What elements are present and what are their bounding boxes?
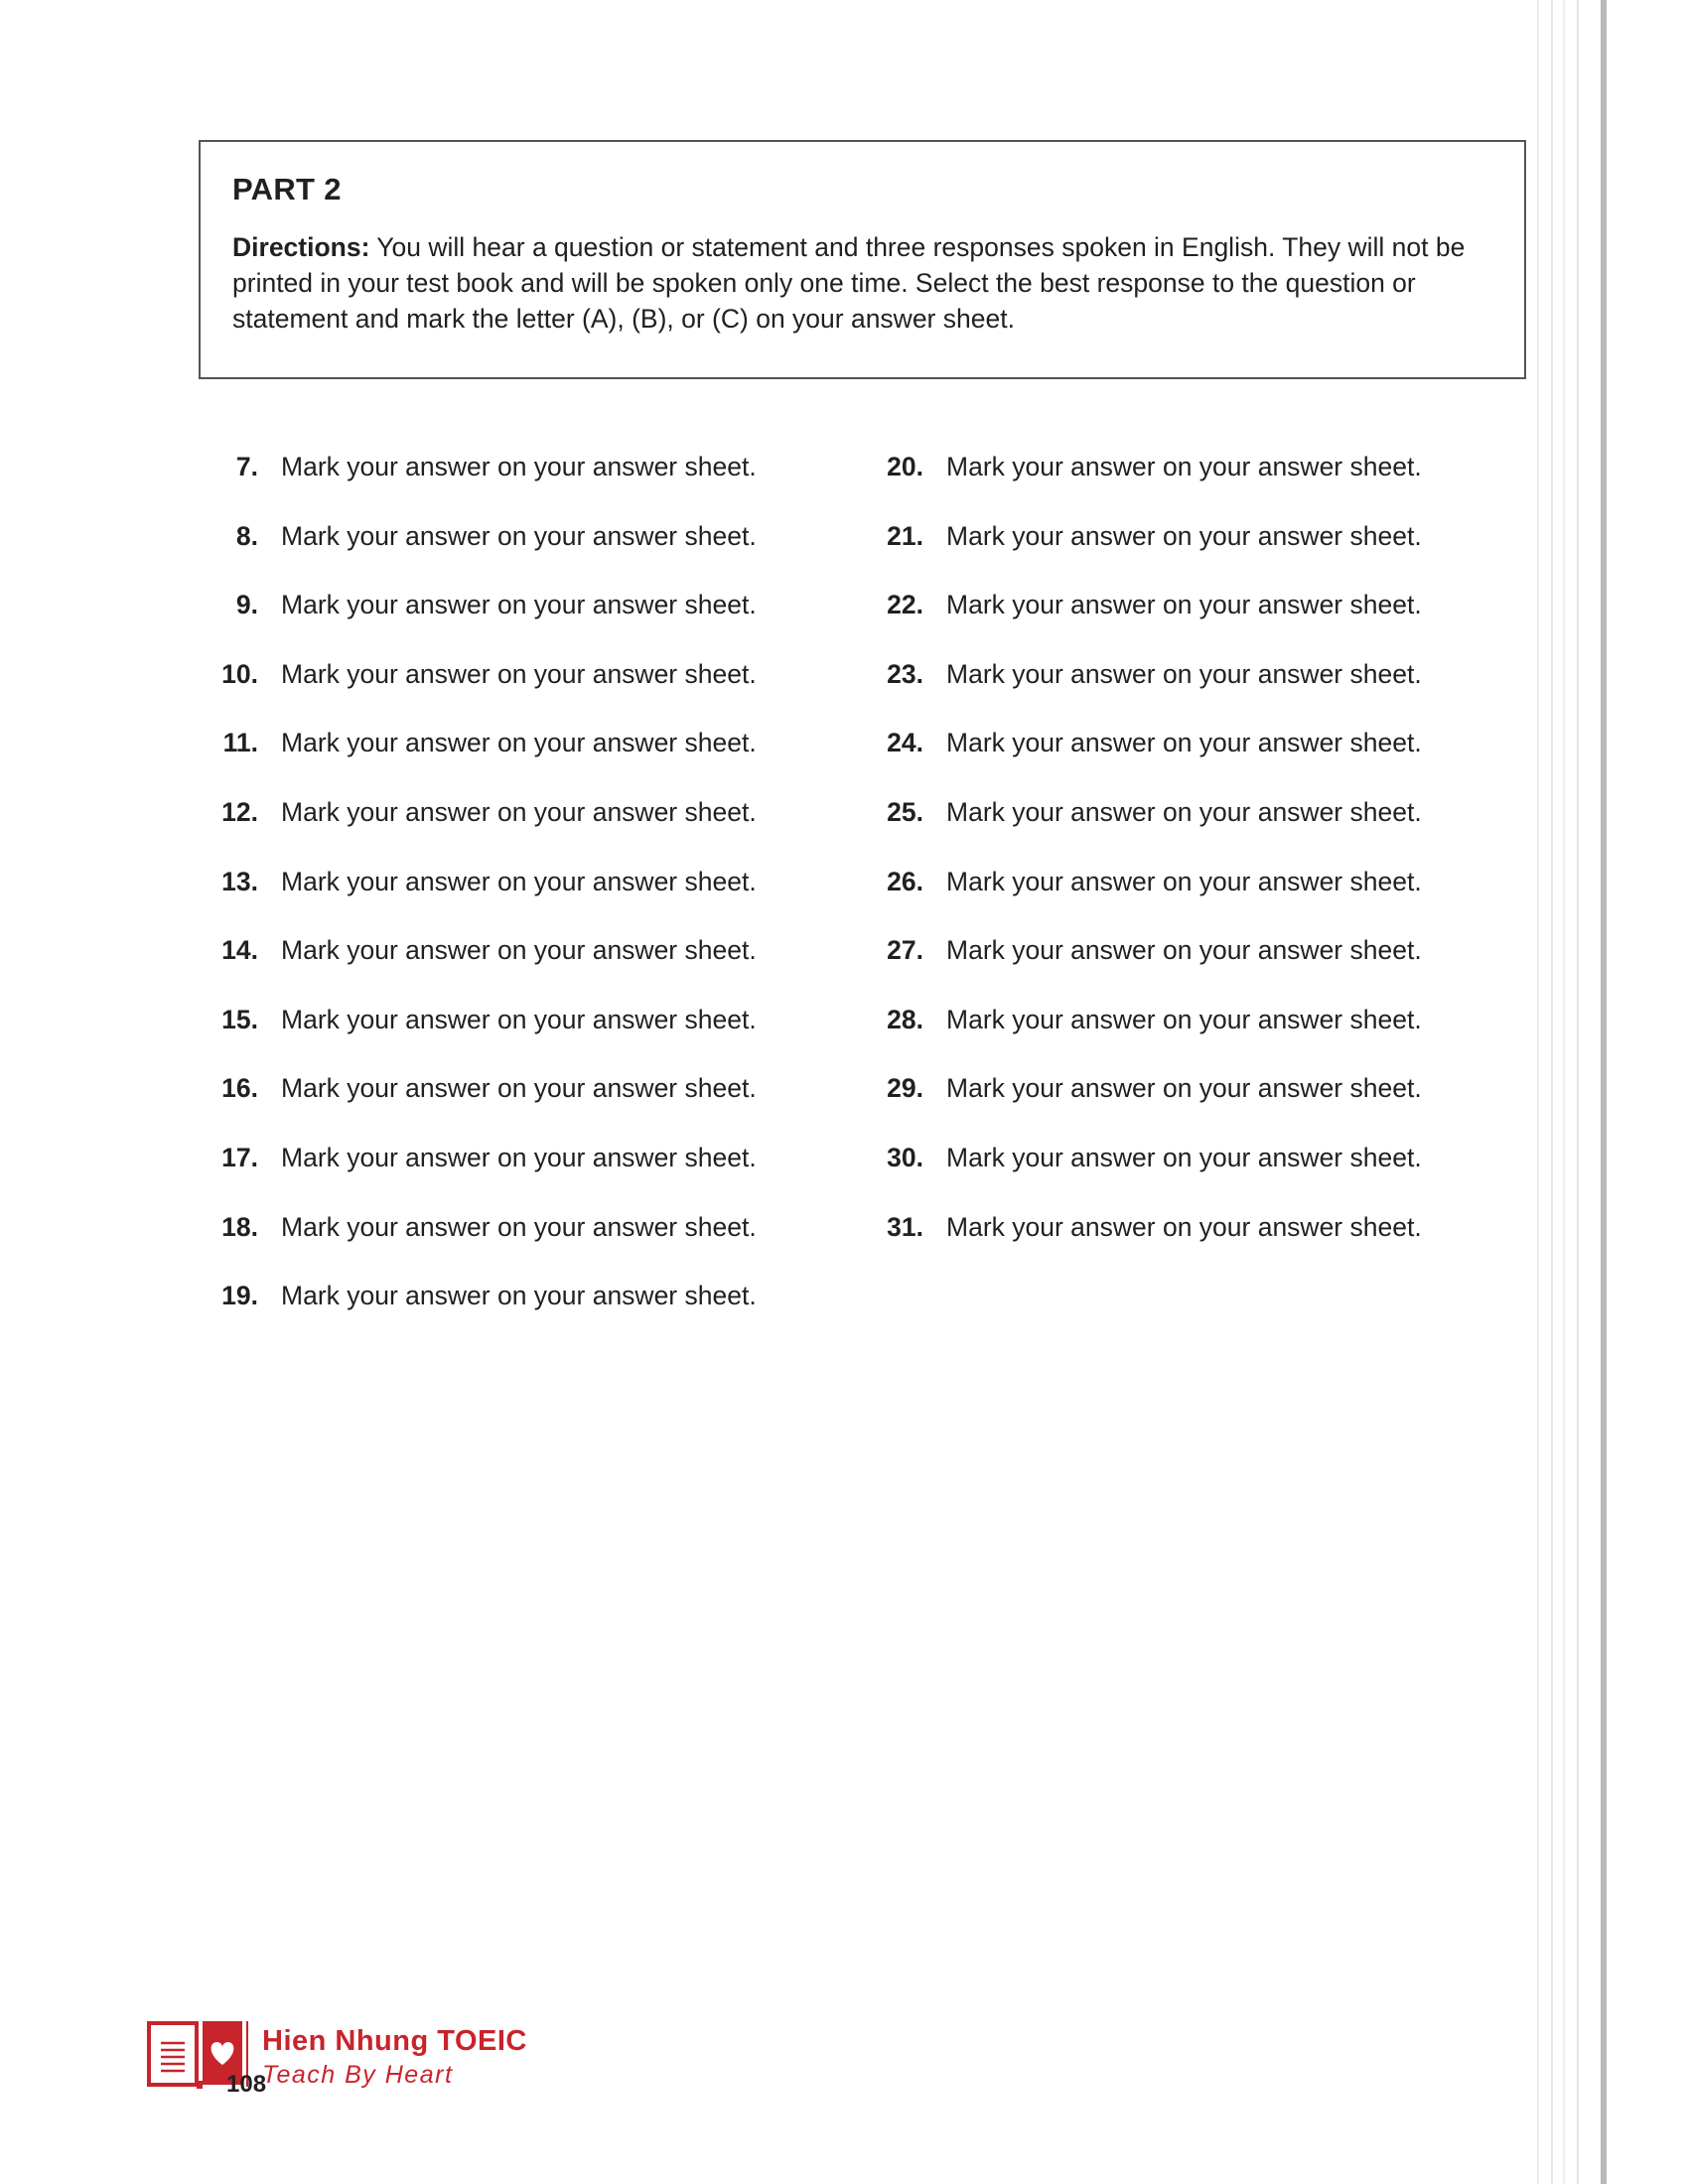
question-number: 26. xyxy=(887,866,923,896)
brand-name: Hien Nhung TOEIC xyxy=(262,2025,527,2057)
question-item xyxy=(199,521,814,591)
page-edge-line xyxy=(1537,0,1539,2184)
question-item xyxy=(199,728,814,797)
question-item xyxy=(864,659,1479,729)
question-number: 31. xyxy=(887,1211,923,1242)
question-number: 20. xyxy=(887,452,923,481)
question-number: 8. xyxy=(235,520,258,551)
question-item xyxy=(199,1212,814,1282)
question-item xyxy=(864,1073,1479,1143)
question-number: 30. xyxy=(887,1142,923,1172)
question-number: 24. xyxy=(887,728,923,758)
page-edge-line xyxy=(1551,0,1553,2184)
directions-label: Directions: xyxy=(232,232,370,262)
question-text: Mark your answer on your answer sheet. xyxy=(281,1281,757,1311)
question-number: 15. xyxy=(221,1004,258,1034)
page-margin xyxy=(1607,0,1688,2184)
question-text: Mark your answer on your answer sheet. xyxy=(946,658,1422,689)
page-number: 108 xyxy=(226,2071,267,2098)
question-text: Mark your answer on your answer sheet. xyxy=(946,796,1422,827)
question-item xyxy=(199,1281,814,1350)
directions-box xyxy=(199,140,1526,379)
question-number: 14. xyxy=(221,935,258,966)
question-item xyxy=(864,452,1479,521)
question-number: 19. xyxy=(221,1281,258,1311)
question-text: Mark your answer on your answer sheet. xyxy=(946,728,1422,758)
question-item xyxy=(864,1143,1479,1212)
question-text: Mark your answer on your answer sheet. xyxy=(281,1073,757,1104)
question-item xyxy=(199,867,814,936)
question-column-right xyxy=(864,452,1479,1281)
question-item xyxy=(199,1073,814,1143)
question-number: 18. xyxy=(221,1211,258,1242)
question-number: 11. xyxy=(222,728,258,758)
question-item xyxy=(199,659,814,729)
question-number: 7. xyxy=(235,452,258,481)
question-item xyxy=(864,521,1479,591)
question-number: 28. xyxy=(887,1004,923,1034)
question-number: 10. xyxy=(221,658,258,689)
question-item xyxy=(864,797,1479,867)
question-number: 12. xyxy=(221,796,258,827)
question-text: Mark your answer on your answer sheet. xyxy=(946,520,1422,551)
question-text: Mark your answer on your answer sheet. xyxy=(281,1211,757,1242)
question-text: Mark your answer on your answer sheet. xyxy=(281,1004,757,1034)
question-number: 21. xyxy=(887,520,923,551)
question-item xyxy=(864,867,1479,936)
directions-text: You will hear a question or statement and three responses spoken in English. They will not be printed in your test book and will be spoken only one time. Select the best response to the question or statement and mark the letter (A), (B), or (C) on your answer sheet. xyxy=(232,232,1466,334)
brand-tagline: Teach By Heart xyxy=(262,2061,454,2089)
question-text: Mark your answer on your answer sheet. xyxy=(946,590,1422,620)
question-text: Mark your answer on your answer sheet. xyxy=(946,1073,1422,1104)
question-number: 9. xyxy=(235,590,258,620)
question-text: Mark your answer on your answer sheet. xyxy=(946,452,1422,481)
question-item xyxy=(199,590,814,659)
question-number: 13. xyxy=(221,866,258,896)
question-number: 17. xyxy=(221,1142,258,1172)
directions-paragraph xyxy=(232,229,1494,337)
question-item xyxy=(864,935,1479,1005)
question-text: Mark your answer on your answer sheet. xyxy=(281,935,757,966)
question-text: Mark your answer on your answer sheet. xyxy=(281,520,757,551)
question-number: 22. xyxy=(887,590,923,620)
question-number: 23. xyxy=(887,658,923,689)
question-text: Mark your answer on your answer sheet. xyxy=(281,866,757,896)
page-edge-line xyxy=(1563,0,1565,2184)
question-text: Mark your answer on your answer sheet. xyxy=(946,1211,1422,1242)
question-text: Mark your answer on your answer sheet. xyxy=(946,1004,1422,1034)
question-item xyxy=(864,728,1479,797)
question-item xyxy=(864,590,1479,659)
question-item xyxy=(864,1005,1479,1074)
question-column-left xyxy=(199,452,814,1350)
question-item xyxy=(864,1212,1479,1282)
question-text: Mark your answer on your answer sheet. xyxy=(946,1142,1422,1172)
question-number: 25. xyxy=(887,796,923,827)
brand-logo xyxy=(145,2015,562,2095)
part-title: PART 2 xyxy=(232,172,342,206)
question-text: Mark your answer on your answer sheet. xyxy=(281,658,757,689)
question-item xyxy=(199,1143,814,1212)
question-number: 16. xyxy=(221,1073,258,1104)
question-text: Mark your answer on your answer sheet. xyxy=(281,452,757,481)
question-text: Mark your answer on your answer sheet. xyxy=(946,866,1422,896)
question-text: Mark your answer on your answer sheet. xyxy=(946,935,1422,966)
question-item xyxy=(199,452,814,521)
question-number: 27. xyxy=(887,935,923,966)
question-text: Mark your answer on your answer sheet. xyxy=(281,590,757,620)
question-number: 29. xyxy=(887,1073,923,1104)
page-edge-line xyxy=(1577,0,1579,2184)
question-item xyxy=(199,1005,814,1074)
question-item xyxy=(199,797,814,867)
question-item xyxy=(199,935,814,1005)
question-text: Mark your answer on your answer sheet. xyxy=(281,796,757,827)
question-text: Mark your answer on your answer sheet. xyxy=(281,1142,757,1172)
question-text: Mark your answer on your answer sheet. xyxy=(281,728,757,758)
